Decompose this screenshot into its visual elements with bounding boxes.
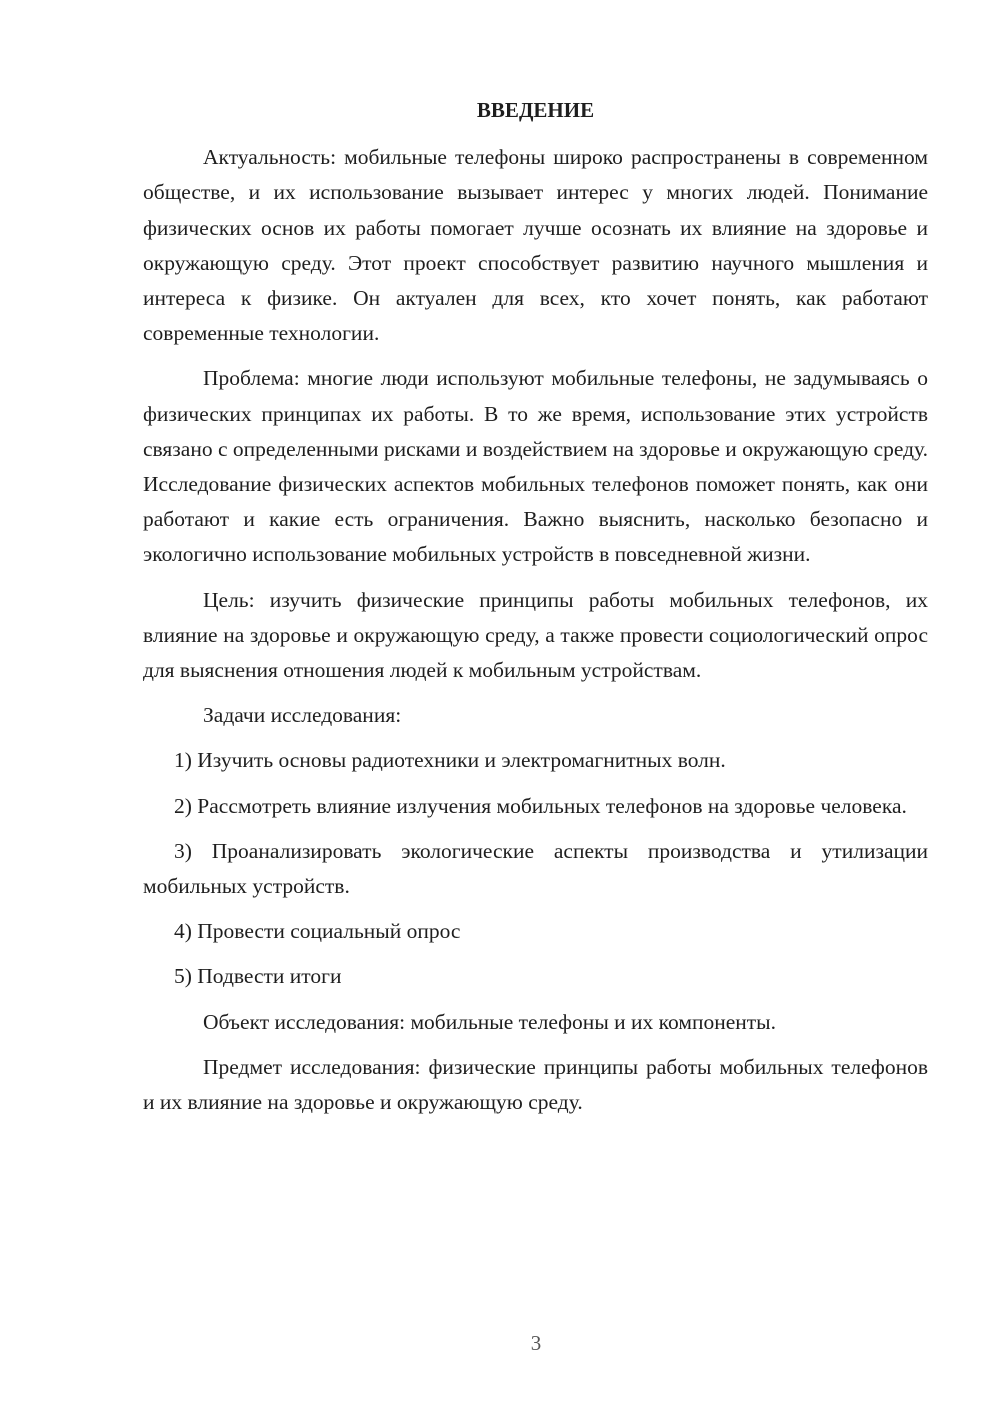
task-item: 4) Провести социальный опрос xyxy=(174,919,461,944)
task-item: 2) Рассмотреть влияние излучения мобильных телефонов на здоровье человека. xyxy=(174,793,907,818)
task-item: 5) Подвести итоги xyxy=(174,964,342,989)
task-item: 3) Проанализировать экологические аспекты производства и утилизации мобильных устройств. xyxy=(143,838,928,899)
page-number: 3 xyxy=(530,1331,542,1355)
object-paragraph: Объект исследования: мобильные телефоны и их компоненты. xyxy=(203,1009,776,1034)
task-item: 1) Изучить основы радиотехники и электромагнитных волн. xyxy=(174,748,726,773)
document-page xyxy=(143,93,928,1130)
tasks-heading: Задачи исследования: xyxy=(203,703,402,728)
goal-paragraph: Цель: изучить физические принципы работы мобильных телефонов, их влияние на здоровье и окружающую среду, а также провести социологический опрос для выяснения отношения людей к мобильным устройствам. xyxy=(143,587,928,683)
document-title: ВВЕДЕНИЕ xyxy=(476,98,595,122)
subject-paragraph: Предмет исследования: физические принципы работы мобильных телефонов и их влияние на здоровье и окружающую среду. xyxy=(143,1054,928,1115)
problem-paragraph: Проблема: многие люди используют мобильные телефоны, не задумываясь о физических принципах их работы. В то же время, использование этих устройств связано с определенными рисками и воздействием на здоровье и окружающую среду. Исследование физических аспектов мобильных телефонов поможет понять, как они работают и какие есть ограничения. Важно выяснить, насколько безопасно и экологично использование мобильных устройств в повседневной жизни. xyxy=(143,366,928,567)
relevance-paragraph: Актуальность: мобильные телефоны широко распространены в современном обществе, и их использование вызывает интерес у многих людей. Понимание физических основ их работы помогает лучше осознать их влияние на здоровье и окружающую среду. Этот проект способствует развитию научного мышления и интереса к физике. Он актуален для всех, кто хочет понять, как работают современные технологии. xyxy=(143,145,928,346)
